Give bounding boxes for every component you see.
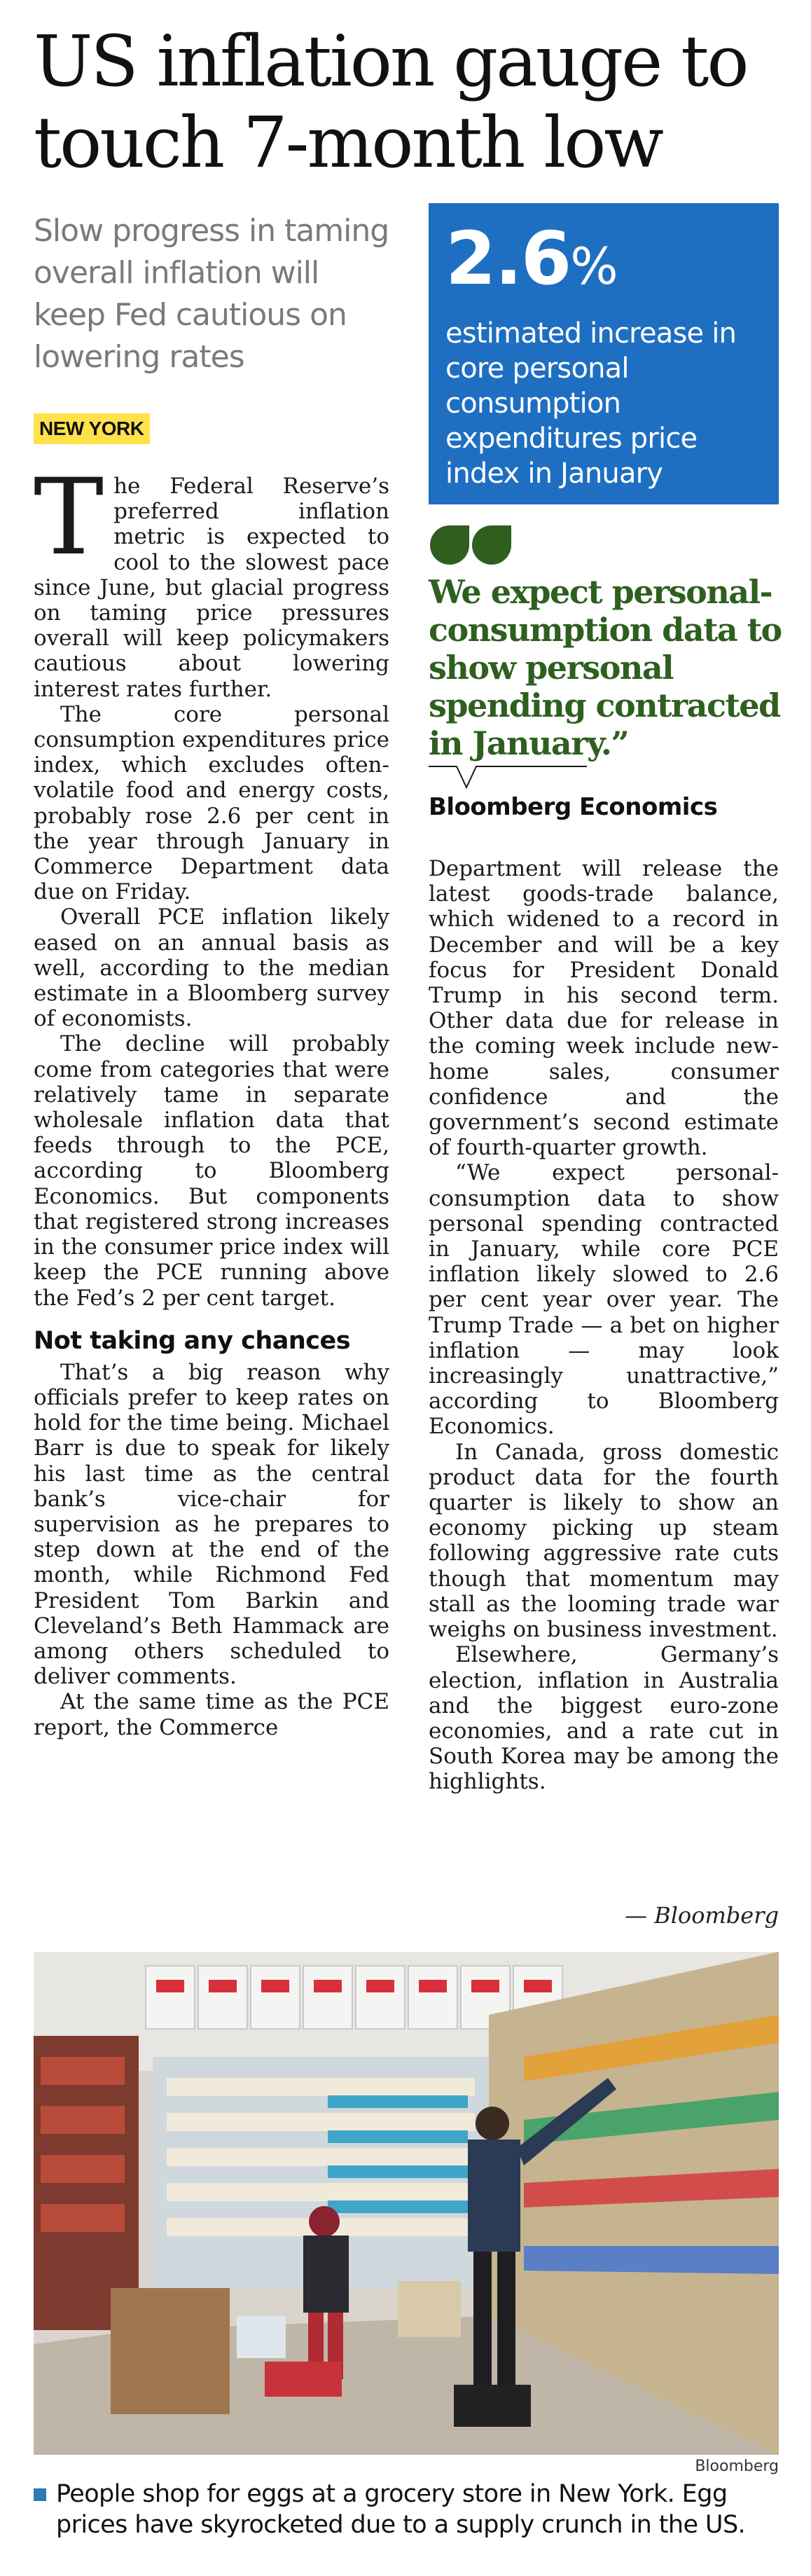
pull-quote: We expect personal-consumption data to show personal spending contracted in January.”: [429, 573, 782, 762]
subhead: Slow progress in taming overall inflation will keep Fed cautious on lowering rates: [34, 213, 389, 375]
paragraph: “We expect personal-consumption data to show personal spending contracted in January, while core PCE inflation likely slowed to 2.6 per cent year over year. The Trump Trade — a bet on higher inflation — may look increasingly unattractive,” according to Bloomberg Economics.: [429, 1160, 779, 1440]
dateline: NEW YORK: [34, 413, 150, 444]
headline: US inflation gauge to touch 7-month low: [34, 20, 747, 184]
paragraph: Department will release the latest goods-trade balance, which widened to a record in December and will be a key focus for President Donald Trump in his second term. Other data due for release in the coming week include new-home sales, consumer confidence and the government’s second estimate of fourth-quarter growth.: [429, 856, 779, 1161]
paragraph: Elsewhere, Germany’s election, inflation in Australia and the biggest euro-zone economies, and a rate cut in South Korea may be among the highlights.: [429, 1642, 779, 1795]
paragraph: That’s a big reason why officials prefer to keep rates on hold for the time being. Michael Barr is due to speak for likely his last time as the central bank’s vice-chair for supervision as he prepares to step down at the end of the month, while Richmond Fed President Tom Barkin and Cleveland’s Beth Hammack are among others scheduled to deliver comments.: [34, 1359, 389, 1690]
caption-bullet-icon: [34, 2488, 46, 2501]
grocery-store-photo: [34, 1952, 779, 2455]
photo-credit: Bloomberg: [695, 2458, 779, 2475]
photo-caption: People shop for eggs at a grocery store in New York. Egg prices have skyrocketed due to a supply crunch in the US.: [56, 2480, 746, 2539]
article-column-left: [34, 457, 389, 1740]
stat-unit: %: [570, 237, 617, 296]
section-heading: Not taking any chances: [34, 1326, 351, 1355]
quote-source: Bloomberg Economics: [429, 793, 718, 821]
paragraph: At the same time as the PCE report, the Commerce: [34, 1689, 389, 1740]
stat-value: [445, 216, 759, 305]
paragraph: In Canada, gross domestic product data for the fourth quarter is likely to show an economy picking up steam following aggressive rate cuts though that momentum may stall as the looming trade war weighs on business investment.: [429, 1439, 779, 1643]
drop-cap: T: [34, 457, 104, 579]
stat-number: 2.6: [445, 216, 571, 301]
stat-description: estimated increase in core personal consumption expenditures price index in January: [445, 317, 737, 490]
paragraph: The core personal consumption expenditures price index, which excludes often-volatile food and energy costs, probably rose 2.6 per cent in the year through January in Commerce Department data due on Friday.: [34, 701, 389, 905]
article-column-right: [429, 856, 779, 1795]
speech-tail-icon: [429, 762, 587, 790]
byline: — Bloomberg: [625, 1902, 779, 1929]
stat-box: [429, 203, 779, 504]
paragraph: [34, 457, 389, 702]
paragraph: The decline will probably come from categories that were relatively tame in separate wholesale inflation data that feeds through to the PCE, according to Bloomberg Economics. But components that registered strong increases in the consumer price index will keep the PCE running above the Fed’s 2 per cent target.: [34, 1031, 389, 1311]
quote-icon: [429, 524, 513, 567]
paragraph: Overall PCE inflation likely eased on an annual basis as well, according to the median estimate in a Bloomberg survey of economists.: [34, 904, 389, 1032]
paragraph-text: he Federal Reserve’s preferred inflation metric is expected to cool to the slowest pace since June, but glacial progress on taming price pressures overall will keep policymakers cautious about lowering interest rates further.: [34, 474, 389, 702]
